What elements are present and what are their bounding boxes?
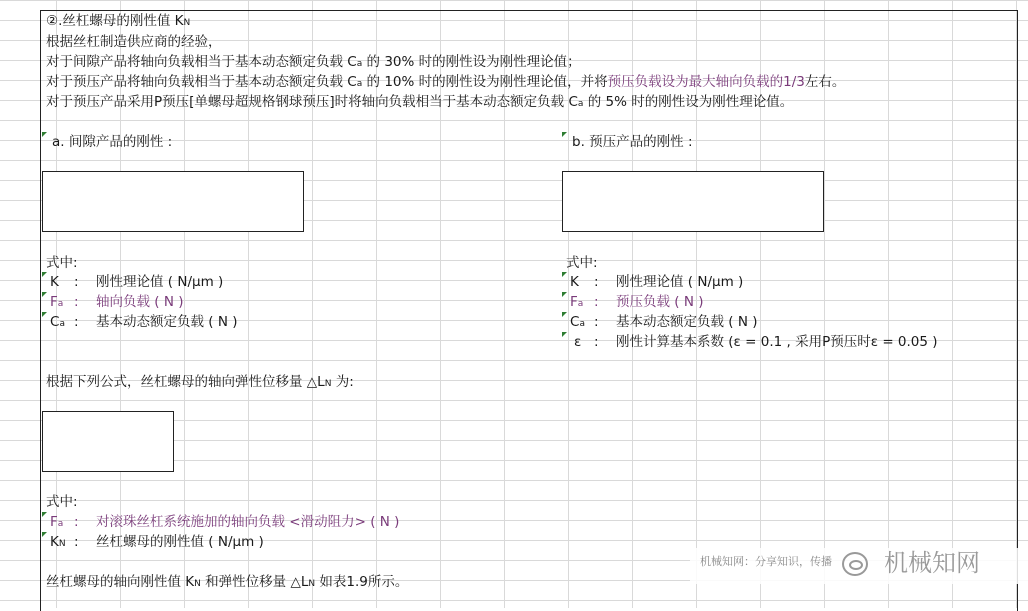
formula-box-displacement: [42, 411, 174, 472]
comment-marker[interactable]: [562, 272, 567, 277]
formula-box-left: [42, 171, 304, 232]
intro-line-2: 对于间隙产品将轴向负载相当于基本动态额定负载 Ca 的 30% 时的刚性设为刚性理论值；: [46, 54, 581, 70]
comment-marker[interactable]: [42, 512, 47, 517]
right-row-k: K : 刚性理论值 ( N/μm ): [570, 274, 744, 290]
left-row-k: K : 刚性理论值 ( N/μm ): [50, 274, 224, 290]
watermark: [690, 548, 1028, 584]
comment-marker[interactable]: [42, 312, 47, 317]
bottom-where: 式中:: [46, 494, 78, 510]
left-where: 式中:: [46, 255, 78, 271]
right-row-epsilon: ε : 刚性计算基本系数 (ε = 0.1 , 采用P预压时ε = 0.05 ): [574, 334, 938, 350]
formula-box-right: [562, 171, 824, 232]
comment-marker[interactable]: [42, 532, 47, 537]
watermark-brand: 机械知网: [884, 549, 980, 577]
comment-marker[interactable]: [42, 292, 47, 297]
right-row-ca: Ca : 基本动态额定负载 ( N ): [570, 314, 758, 330]
comment-marker[interactable]: [42, 132, 47, 137]
left-row-ca: Ca : 基本动态额定负载 ( N ): [50, 314, 238, 330]
section-heading: ②.丝杠螺母的刚性值 KN: [46, 13, 191, 29]
intro-line-4: 对于预压产品采用P预压[单螺母超规格钢球预压]时将轴向负载相当于基本动态额定负载 Ca 的 5% 时的刚性设为刚性理论值。: [46, 94, 794, 110]
comment-marker[interactable]: [562, 132, 567, 137]
intro-line-3: 对于预压产品将轴向负载相当于基本动态额定负载 Ca 的 10% 时的刚性设为刚性理论值，并将预压负载设为最大轴向负载的1/3左右。: [46, 74, 846, 90]
highlight-preload: 预压负载设为最大轴向负载的1/3: [607, 74, 805, 90]
comment-marker[interactable]: [42, 272, 47, 277]
comment-marker[interactable]: [562, 332, 567, 337]
intro-line-1: 根据丝杠制造供应商的经验，: [46, 34, 222, 50]
conclusion-line: 丝杠螺母的轴向刚性值 KN 和弹性位移量 △LN 如表1.9所示。: [46, 574, 409, 590]
right-title: b. 预压产品的刚性 :: [572, 134, 693, 150]
watermark-caption: 机械知网：分享知识，传播: [700, 555, 832, 568]
left-row-fa: Fa : 轴向负载 ( N ): [50, 294, 184, 310]
comment-marker[interactable]: [562, 312, 567, 317]
wechat-logo-icon: [842, 552, 868, 576]
formula-intro: 根据下列公式，丝杠螺母的轴向弹性位移量 △LN 为:: [46, 374, 354, 390]
comment-marker[interactable]: [562, 292, 567, 297]
bottom-row-fa: Fa : 对滚珠丝杠系统施加的轴向负载 <滑动阻力> ( N ): [50, 514, 400, 530]
right-where: 式中:: [566, 255, 598, 271]
right-row-fa: Fa : 预压负载 ( N ): [570, 294, 704, 310]
bottom-row-kn: KN : 丝杠螺母的刚性值 ( N/μm ): [50, 534, 264, 550]
left-title: a. 间隙产品的刚性 :: [52, 134, 173, 150]
